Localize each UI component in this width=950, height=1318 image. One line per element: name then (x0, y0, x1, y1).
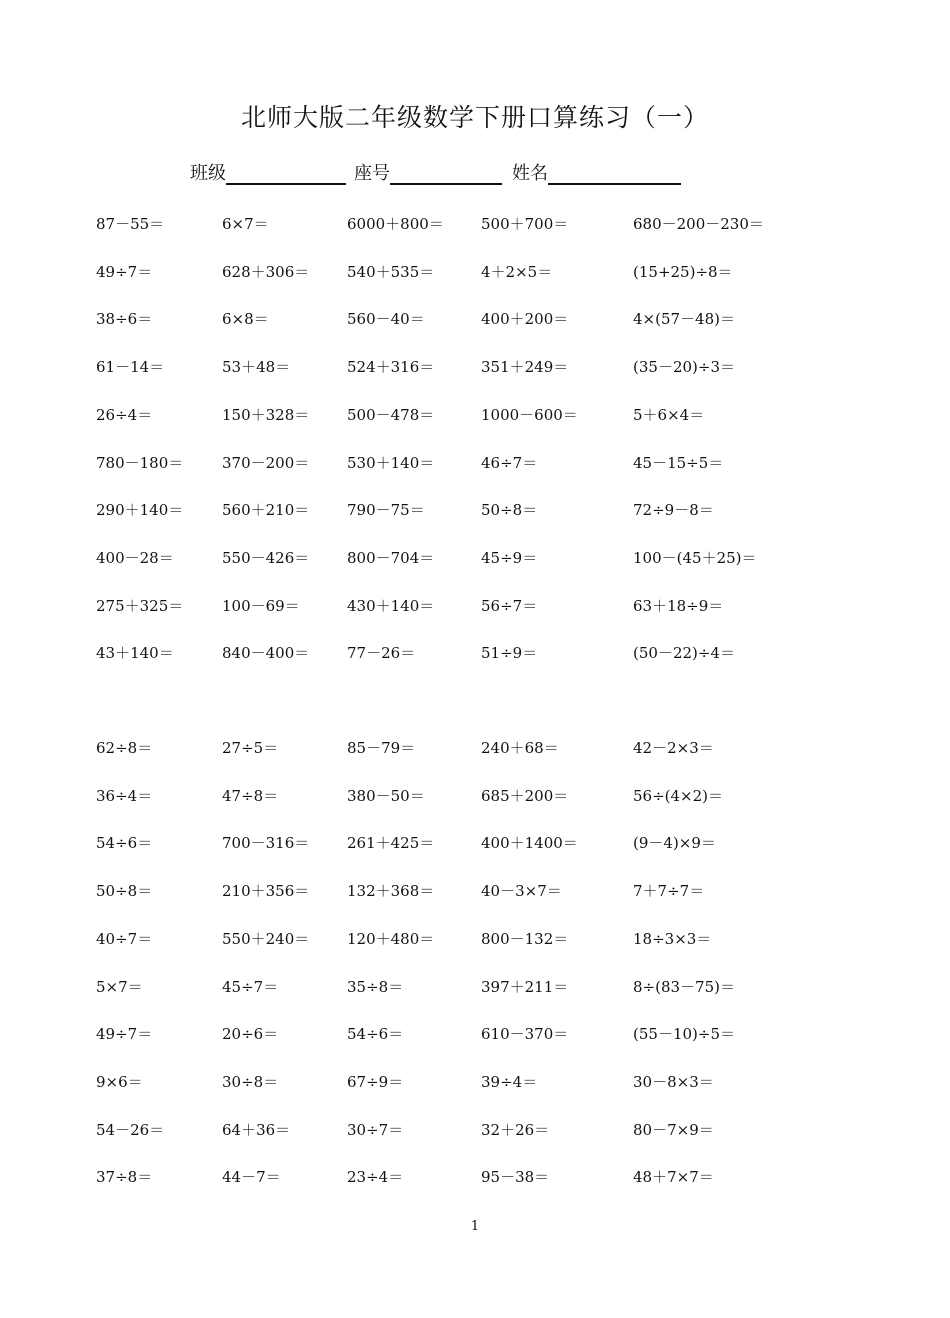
problem-item: 6×7＝ (222, 215, 269, 233)
problem-item: 85－79＝ (347, 739, 416, 757)
problem-item: 61－14＝ (96, 358, 165, 377)
problem-item: 38÷6＝ (96, 310, 153, 329)
problem-item: 20÷6＝ (222, 1025, 279, 1044)
problem-item: 32＋26＝ (481, 1120, 550, 1139)
problem-item: 800－704＝ (347, 548, 435, 567)
problem-item: 40÷7＝ (96, 929, 153, 948)
problem-item: 290＋140＝ (96, 501, 184, 520)
problem-item: 400＋1400＝ (481, 834, 578, 853)
name-blank[interactable] (548, 161, 681, 185)
problem-item: 351＋249＝ (481, 358, 569, 377)
problem-item: 45－15÷5＝ (633, 453, 724, 472)
problem-item: 72÷9－8＝ (633, 501, 714, 520)
problem-item: 560＋210＝ (222, 501, 310, 520)
seat-blank[interactable] (390, 161, 502, 185)
problem-item: 23÷4＝ (347, 1168, 404, 1187)
problem-item: 44－7＝ (222, 1168, 281, 1187)
problem-item: 54÷6＝ (347, 1025, 404, 1044)
problem-item: 100－69＝ (222, 596, 300, 615)
page-number: 1 (470, 1219, 480, 1234)
problem-item: 36÷4＝ (96, 786, 153, 805)
problem-item: 5＋6×4＝ (633, 405, 705, 424)
problem-item: 77－26＝ (347, 644, 416, 663)
problem-item: 47÷8＝ (222, 786, 279, 805)
problem-item: (50－22)÷4＝ (633, 644, 735, 663)
problem-item: 50÷8＝ (96, 882, 153, 901)
problem-item: 120＋480＝ (347, 929, 435, 948)
problem-item: 39÷4＝ (481, 1072, 538, 1091)
problem-item: 45÷7＝ (222, 977, 279, 996)
problem-item: 150＋328＝ (222, 405, 310, 424)
problem-item: 43＋140＝ (96, 644, 174, 663)
problem-item: 610－370＝ (481, 1025, 569, 1044)
problem-item: 64＋36＝ (222, 1120, 291, 1139)
problem-item: 6×8＝ (222, 310, 269, 329)
class-label: 班级 (190, 163, 226, 184)
problem-item: 400＋200＝ (481, 310, 569, 329)
student-info-line (190, 159, 689, 185)
problem-item: 275＋325＝ (96, 596, 184, 615)
problem-item: 790－75＝ (347, 501, 425, 520)
problem-item: 46÷7＝ (481, 453, 538, 472)
problem-item: 800－132＝ (481, 929, 569, 948)
problem-item: 685＋200＝ (481, 786, 569, 805)
problem-item: 530＋140＝ (347, 453, 435, 472)
problem-item: 400－28＝ (96, 548, 174, 567)
problem-item: 680－200－230＝ (633, 215, 764, 233)
problem-item: 132＋368＝ (347, 882, 435, 901)
problem-item: 240＋68＝ (481, 739, 559, 757)
problem-item: 95－38＝ (481, 1168, 550, 1187)
problem-item: 210＋356＝ (222, 882, 310, 901)
problem-item: 500－478＝ (347, 405, 435, 424)
problem-item: 500＋700＝ (481, 215, 569, 233)
problem-item: (55－10)÷5＝ (633, 1025, 735, 1044)
problem-item: 540＋535＝ (347, 262, 435, 281)
problem-item: 26÷4＝ (96, 405, 153, 424)
problem-item: 628＋306＝ (222, 262, 310, 281)
problem-item: (15+25)÷8＝ (633, 262, 733, 281)
problem-item: 840－400＝ (222, 644, 310, 663)
problem-item: 780－180＝ (96, 453, 184, 472)
problem-item: 550＋240＝ (222, 929, 310, 948)
problem-item: 53＋48＝ (222, 358, 291, 377)
problem-item: 62÷8＝ (96, 739, 153, 757)
problem-item: 35÷8＝ (347, 977, 404, 996)
problem-item: 27÷5＝ (222, 739, 279, 757)
problem-item: 4＋2×5＝ (481, 262, 553, 281)
problem-item: 40－3×7＝ (481, 882, 562, 901)
page-title: 北师大版二年级数学下册口算练习（一） (240, 103, 709, 132)
problem-item: 6000＋800＝ (347, 215, 444, 233)
problem-item: (35－20)÷3＝ (633, 358, 735, 377)
problem-item: 1000－600＝ (481, 405, 578, 424)
problem-item: 50÷8＝ (481, 501, 538, 520)
problem-item: 397＋211＝ (481, 977, 569, 996)
problem-item: 524＋316＝ (347, 358, 435, 377)
problem-item: 560－40＝ (347, 310, 425, 329)
problem-item: 80－7×9＝ (633, 1120, 714, 1139)
problem-item: 45÷9＝ (481, 548, 538, 567)
problem-item: 56÷7＝ (481, 596, 538, 615)
problem-item: 261＋425＝ (347, 834, 435, 853)
problem-item: 9×6＝ (96, 1072, 143, 1091)
problem-item: 5×7＝ (96, 977, 143, 996)
problem-item: 30－8×3＝ (633, 1072, 714, 1091)
problem-item: (9－4)×9＝ (633, 834, 716, 853)
problem-item: 100－(45＋25)＝ (633, 548, 757, 567)
problem-item: 380－50＝ (347, 786, 425, 805)
problem-item: 54－26＝ (96, 1120, 165, 1139)
problem-item: 430＋140＝ (347, 596, 435, 615)
problem-item: 54÷6＝ (96, 834, 153, 853)
problem-item: 550－426＝ (222, 548, 310, 567)
problem-item: 48＋7×7＝ (633, 1168, 714, 1187)
problem-item: 51÷9＝ (481, 644, 538, 663)
problem-item: 63＋18÷9＝ (633, 596, 724, 615)
problem-item: 700－316＝ (222, 834, 310, 853)
problem-item: 56÷(4×2)＝ (633, 786, 724, 805)
seat-label: 座号 (354, 163, 390, 184)
problem-item: 42－2×3＝ (633, 739, 714, 757)
problem-item: 67÷9＝ (347, 1072, 404, 1091)
name-label: 姓名 (512, 163, 548, 184)
problem-item: 30÷7＝ (347, 1120, 404, 1139)
problem-item: 8÷(83－75)＝ (633, 977, 735, 996)
problem-item: 7＋7÷7＝ (633, 882, 705, 901)
problem-item: 49÷7＝ (96, 1025, 153, 1044)
problem-item: 370－200＝ (222, 453, 310, 472)
problem-item: 87－55＝ (96, 215, 165, 233)
problem-item: 18÷3×3＝ (633, 929, 712, 948)
problem-item: 49÷7＝ (96, 262, 153, 281)
problem-item: 37÷8＝ (96, 1168, 153, 1187)
class-blank[interactable] (226, 161, 346, 185)
problem-item: 4×(57－48)＝ (633, 310, 735, 329)
problem-item: 30÷8＝ (222, 1072, 279, 1091)
